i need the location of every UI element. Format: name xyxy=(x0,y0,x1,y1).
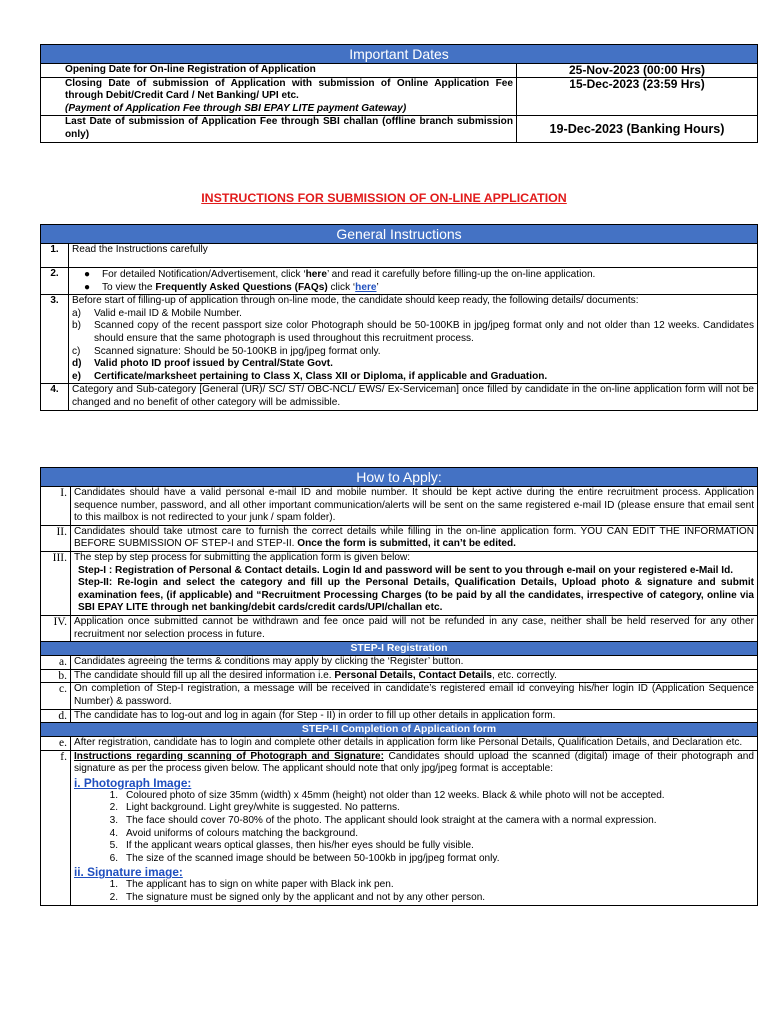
general-row-2 xyxy=(41,268,758,295)
date-row-last xyxy=(41,116,758,142)
row-number: c. xyxy=(41,683,71,709)
step-2-header: STEP-II Completion of Application form xyxy=(41,723,758,737)
list-item: b) Scanned copy of the recent passport size color Photograph should be 50-100KB in jpg/jpeg format only and not older than 12 weeks. Candidates should ensure that the same photograph is used throughout this recruitment process. xyxy=(72,320,755,344)
row-number: 3. xyxy=(41,295,69,384)
how-row-III xyxy=(41,551,758,615)
list-item: 3. The face should cover 70-80% of the photo. The applicant should look straight at the camera with a normal expression. xyxy=(109,815,657,827)
step-1-text: Step-I : Registration of Personal & Contact details. Login Id and password will be sent to you through e-mail on your registered e-Mail Id. xyxy=(78,564,734,576)
bullet-item: ● To view the Frequently Asked Questions (FAQs) click ‘here’ xyxy=(72,282,754,295)
row-number: I. xyxy=(41,487,71,526)
general-instructions-table xyxy=(40,224,758,411)
list-item: d) Valid photo ID proof issued by Central/State Govt. xyxy=(72,358,333,370)
how-row-c xyxy=(41,683,758,709)
signature-section-title: ii. Signature image: xyxy=(74,865,183,880)
row-text: After registration, candidate has to login and complete other details in application form like Personal Details, Qualification Details, and Declaration etc. xyxy=(71,737,758,751)
how-to-apply-header: How to Apply: xyxy=(41,468,758,487)
row-number: e. xyxy=(41,737,71,751)
list-item: 5. If the applicant wears optical glasses, then his/her eyes should be fully visible. xyxy=(109,840,474,852)
date-note: (Payment of Application Fee through SBI EPAY LITE payment Gateway) xyxy=(65,102,407,114)
date-label: Opening Date for On-line Registration of Application xyxy=(41,64,517,78)
step-1-header: STEP-I Registration xyxy=(41,642,758,656)
general-instructions-header: General Instructions xyxy=(41,225,758,244)
list-item: c) Scanned signature: Should be 50-100KB in jpg/jpeg format only. xyxy=(72,345,381,357)
how-row-b: b. The candidate should fill up all the desired information i.e. Personal Details, Contact Details, etc. correctly. xyxy=(41,669,758,683)
how-to-apply-table xyxy=(40,467,758,906)
row-text: Application once submitted cannot be withdrawn and fee once paid will not be refunded in any case, neither shall be held reserved for any other recruitment nor selection process in future. xyxy=(71,615,758,641)
row-number: 4. xyxy=(41,384,69,410)
row-text: Read the Instructions carefully xyxy=(69,244,758,268)
row-number: f. xyxy=(41,750,71,905)
date-row-closing xyxy=(41,77,758,116)
list-item: 2. The signature must be signed only by the applicant and not by any other person. xyxy=(109,892,486,904)
row-text: Candidates agreeing the terms & conditions may apply by clicking the ‘Register’ button. xyxy=(71,656,758,670)
list-item: 2. Light background. Light grey/white is suggested. No patterns. xyxy=(109,802,400,814)
list-item: 6. The size of the scanned image should be between 50-100kb in jpg/jpeg format only. xyxy=(109,852,500,864)
notification-here-link[interactable]: here xyxy=(305,269,327,280)
bullet-item: ● For detailed Notification/Advertisement, click ‘here’ and read it carefully before filling-up the on-line application. xyxy=(72,269,754,282)
date-value: 19-Dec-2023 (Banking Hours) xyxy=(517,116,758,142)
general-row-4 xyxy=(41,384,758,410)
list-item: e) Certificate/marksheet pertaining to Class X, Class XII or Diploma, if applicable and Graduation. xyxy=(72,370,548,382)
how-row-f xyxy=(41,750,758,905)
general-row-1 xyxy=(41,244,758,268)
general-row-3 xyxy=(41,295,758,384)
row-text: On completion of Step-I registration, a message will be received in candidate’s registered email id conveying his/her login ID (Application Sequence Number) & password. xyxy=(71,683,758,709)
how-row-IV xyxy=(41,615,758,641)
date-label: Last Date of submission of Application Fee through SBI challan (offline branch submission only) xyxy=(41,116,517,142)
list-item: 1. Coloured photo of size 35mm (width) x 45mm (height) not older than 12 weeks. Black & while photo will not be accepted. xyxy=(109,789,665,801)
row-text: Candidates should have a valid personal e-mail ID and mobile number. It should be kept active during the entire recruitment process. Application sequence number, password, and all other important communication/alerts will be sent on the same registered e-mail ID (please ensure that email sent to this mailbox is not redirected to your junk / spam folder). xyxy=(71,487,758,526)
photo-section-title: i. Photograph Image: xyxy=(74,775,192,790)
row-text: The candidate has to log-out and log in again (for Step - II) in order to fill up other details in application form. xyxy=(71,709,758,723)
how-row-e xyxy=(41,737,758,751)
row-number: b. xyxy=(41,669,71,683)
row-intro: The step by step process for submitting the application form is given below: xyxy=(74,551,411,563)
row-number: 1. xyxy=(41,244,69,268)
row-number: IV. xyxy=(41,615,71,641)
how-row-II: II. Candidates should take utmost care to furnish the correct details while filling in the on-line application form. YOU CAN EDIT THE INFORMATION BEFORE SUBMISSION OF STEP-I and STEP-II. Once the form is submitted, it can’t be edited. xyxy=(41,525,758,551)
row-number: III. xyxy=(41,551,71,615)
list-item: a) Valid e-mail ID & Mobile Number. xyxy=(72,307,242,319)
row-number: II. xyxy=(41,525,71,551)
instructions-title: INSTRUCTIONS FOR SUBMISSION OF ON-LINE APPLICATION xyxy=(201,191,567,205)
row-intro: Before start of filling-up of application through on-line mode, the candidate should keep ready, the following details/ documents: xyxy=(72,295,639,307)
step-2-text: Step-II: Re-login and select the category and fill up the Personal Details, Qualification Details, Upload photo & signature and submit examination fees, (if applicable) and “Recruitment Processing Charges (to be paid by all the candidates, irrespective of category, online via SBI EPAY LITE through net banking/debit cards/credit cards/UPI/challan etc. xyxy=(78,577,755,614)
scan-instructions: Instructions regarding scanning of Photograph and Signature: Candidates should upload the scanned (digital) image of their photograph and signature as per the process given below. The applicant should note that only jpg/jpeg format is acceptable: xyxy=(74,750,755,775)
row-number: a. xyxy=(41,656,71,670)
faq-here-link[interactable]: here xyxy=(355,281,377,293)
important-dates-table xyxy=(40,44,758,143)
date-value: 25-Nov-2023 (00:00 Hrs) xyxy=(517,64,758,78)
date-row-opening xyxy=(41,64,758,78)
bullet-icon: ● xyxy=(83,269,91,280)
row-text: Category and Sub-category [General (UR)/ SC/ ST/ OBC-NCL/ EWS/ Ex-Serviceman] once filled by candidate in the on-line application form will not be changed and no benefit of other category will be admissible. xyxy=(69,384,758,410)
date-label: Closing Date of submission of Application with submission of Online Application Fee through Debit/Credit Card / Net Banking/ UPI etc. xyxy=(65,77,513,102)
bullet-icon: ● xyxy=(83,281,91,293)
important-dates-header: Important Dates xyxy=(41,45,758,64)
row-number: 2. xyxy=(41,268,69,295)
list-item: 4. Avoid uniforms of colours matching the background. xyxy=(109,827,359,839)
date-value: 15-Dec-2023 (23:59 Hrs) xyxy=(517,77,758,116)
how-row-I xyxy=(41,487,758,526)
how-row-a xyxy=(41,656,758,670)
how-row-d xyxy=(41,709,758,723)
list-item: 1. The applicant has to sign on white paper with Black ink pen. xyxy=(109,879,394,891)
row-number: d. xyxy=(41,709,71,723)
